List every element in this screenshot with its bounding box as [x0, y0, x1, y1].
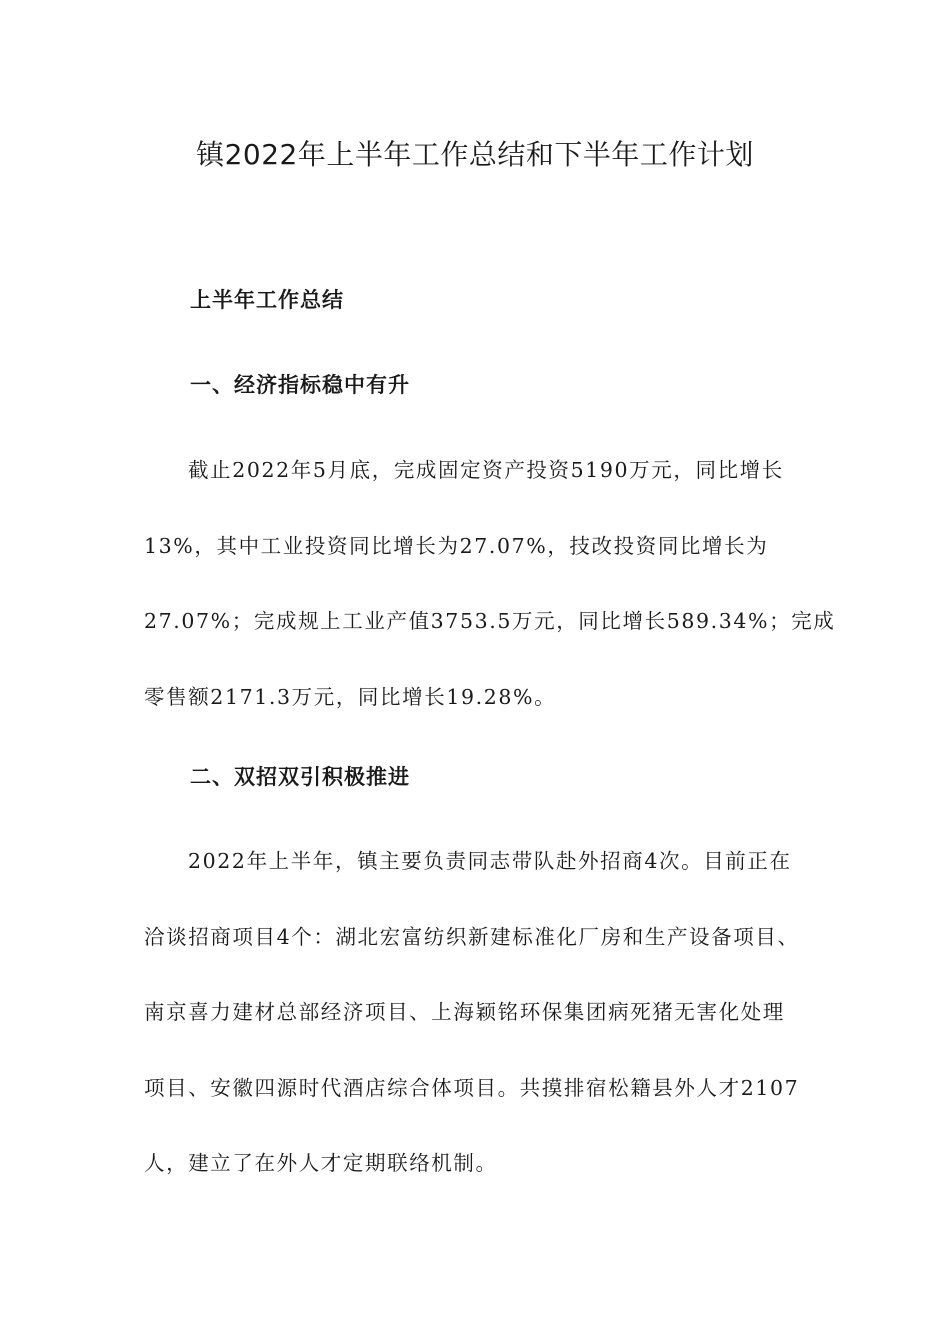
part2-heading: 二、双招双引积极推进 — [190, 765, 410, 789]
paragraph-line: 洽谈招商项目4个：湖北宏富纺织新建标准化厂房和生产设备项目、 — [144, 924, 800, 949]
paragraph-line: 截止2022年5月底，完成固定资产投资5190万元，同比增长 — [188, 458, 784, 482]
part1-heading: 一、经济指标稳中有升 — [190, 373, 410, 397]
part2-paragraph — [144, 824, 804, 1202]
paragraph-line: 零售额2171.3万元，同比增长19.28%。 — [144, 684, 557, 709]
paragraph-line: 项目、安徽四源时代酒店综合体项目。共摸排宿松籍县外人才2107 — [144, 1075, 800, 1100]
part1-paragraph — [144, 433, 836, 735]
paragraph-line: 人，建立了在外人才定期联络机制。 — [144, 1151, 498, 1175]
document-title: 镇2022年上半年工作总结和下半年工作计划 — [196, 138, 754, 171]
paragraph-line: 2022年上半年，镇主要负责同志带队赴外招商4次。目前正在 — [188, 849, 792, 873]
section-heading: 上半年工作总结 — [190, 288, 344, 312]
paragraph-line: 13%，其中工业投资同比增长为27.07%，技改投资同比增长为 — [144, 533, 769, 558]
paragraph-line: 27.07%；完成规上工业产值3753.5万元，同比增长589.34%；完成 — [144, 609, 836, 633]
paragraph-line: 南京喜力建材总部经济项目、上海颖铭环保集团病死猪无害化处理 — [144, 1000, 785, 1024]
